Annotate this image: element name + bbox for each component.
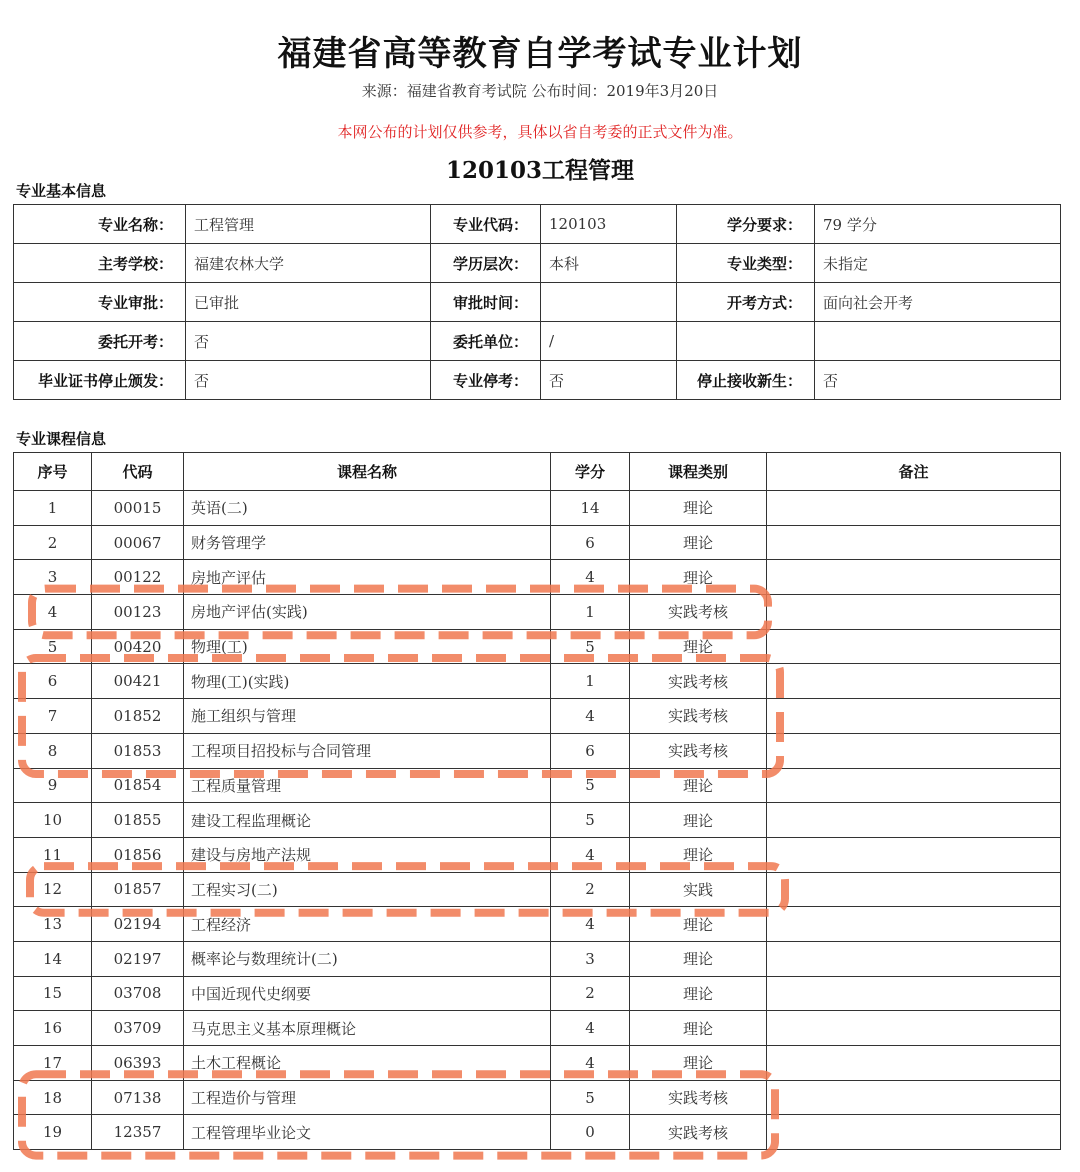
basic-info-label: 专业基本信息: [16, 182, 107, 200]
disclaimer-notice: 本网公布的计划仅供参考，具体以省自考委的正式文件为准。: [337, 123, 743, 141]
table-cell: 施工组织与管理: [184, 699, 551, 734]
table-cell: 5: [551, 768, 630, 803]
table-row: [14, 595, 1061, 630]
page-title: 福建省高等教育自学考试专业计划: [277, 34, 803, 74]
table-cell: [767, 560, 1061, 595]
info-value: 未指定: [815, 244, 1061, 283]
table-cell: [767, 595, 1061, 630]
table-cell: 03708: [92, 976, 184, 1011]
table-cell: 3: [551, 941, 630, 976]
column-header: 课程类别: [630, 453, 767, 491]
table-cell: 14: [14, 941, 92, 976]
table-row: [14, 1080, 1061, 1115]
table-cell: [767, 1046, 1061, 1081]
table-cell: 6: [551, 525, 630, 560]
table-cell: 6: [551, 733, 630, 768]
table-cell: 01853: [92, 733, 184, 768]
table-cell: 01854: [92, 768, 184, 803]
table-cell: 14: [551, 491, 630, 526]
table-row: [14, 733, 1061, 768]
table-cell: 00123: [92, 595, 184, 630]
table-row: [14, 699, 1061, 734]
table-cell: 工程管理毕业论文: [184, 1115, 551, 1150]
table-cell: 06393: [92, 1046, 184, 1081]
info-key: [677, 322, 815, 361]
info-row: [14, 283, 1061, 322]
table-cell: 2: [551, 872, 630, 907]
table-row: [14, 768, 1061, 803]
info-value: 否: [541, 361, 677, 400]
info-value: 79 学分: [815, 205, 1061, 244]
table-cell: 物理(工)(实践): [184, 664, 551, 699]
table-cell: 02194: [92, 907, 184, 942]
basic-info-table: [13, 204, 1061, 400]
info-key: 专业停考：: [431, 361, 541, 400]
table-cell: 17: [14, 1046, 92, 1081]
table-cell: [767, 768, 1061, 803]
table-cell: 理论: [630, 1011, 767, 1046]
table-cell: 建设工程监理概论: [184, 803, 551, 838]
table-cell: 00122: [92, 560, 184, 595]
table-cell: 马克思主义基本原理概论: [184, 1011, 551, 1046]
table-cell: 实践考核: [630, 1115, 767, 1150]
table-cell: [767, 525, 1061, 560]
table-cell: 理论: [630, 629, 767, 664]
table-cell: 理论: [630, 837, 767, 872]
table-row: [14, 907, 1061, 942]
table-cell: 00015: [92, 491, 184, 526]
table-cell: 工程项目招投标与合同管理: [184, 733, 551, 768]
info-value: 已审批: [186, 283, 431, 322]
table-cell: 理论: [630, 803, 767, 838]
table-cell: 实践考核: [630, 1080, 767, 1115]
info-value: 本科: [541, 244, 677, 283]
table-cell: 英语(二): [184, 491, 551, 526]
table-cell: 4: [551, 837, 630, 872]
table-cell: [767, 907, 1061, 942]
info-value: [815, 322, 1061, 361]
table-cell: 4: [551, 1046, 630, 1081]
table-cell: [767, 803, 1061, 838]
table-cell: 财务管理学: [184, 525, 551, 560]
table-row: [14, 941, 1061, 976]
table-cell: 理论: [630, 525, 767, 560]
table-cell: 4: [551, 699, 630, 734]
table-cell: [767, 872, 1061, 907]
table-row: [14, 525, 1061, 560]
table-row: [14, 629, 1061, 664]
info-key: 委托开考：: [14, 322, 186, 361]
table-cell: 00067: [92, 525, 184, 560]
table-cell: 工程实习(二): [184, 872, 551, 907]
info-key: 毕业证书停止颁发：: [14, 361, 186, 400]
major-heading: 120103工程管理: [445, 157, 635, 184]
table-cell: 5: [551, 1080, 630, 1115]
info-key: 学历层次：: [431, 244, 541, 283]
table-cell: [767, 837, 1061, 872]
table-cell: 1: [14, 491, 92, 526]
table-cell: 01856: [92, 837, 184, 872]
table-cell: 5: [14, 629, 92, 664]
info-key: 停止接收新生：: [677, 361, 815, 400]
table-cell: 02197: [92, 941, 184, 976]
table-cell: 00420: [92, 629, 184, 664]
table-cell: 4: [551, 907, 630, 942]
table-cell: 3: [14, 560, 92, 595]
table-cell: 实践: [630, 872, 767, 907]
table-cell: 8: [14, 733, 92, 768]
table-cell: [767, 1115, 1061, 1150]
table-cell: 4: [551, 1011, 630, 1046]
column-header: 代码: [92, 453, 184, 491]
table-cell: 工程经济: [184, 907, 551, 942]
info-key: 专业代码：: [431, 205, 541, 244]
table-cell: 理论: [630, 768, 767, 803]
course-table: [13, 452, 1061, 1150]
table-cell: 12: [14, 872, 92, 907]
table-cell: [767, 733, 1061, 768]
info-row: [14, 244, 1061, 283]
table-cell: 1: [551, 595, 630, 630]
table-cell: 土木工程概论: [184, 1046, 551, 1081]
table-cell: 房地产评估(实践): [184, 595, 551, 630]
table-cell: [767, 629, 1061, 664]
table-cell: 9: [14, 768, 92, 803]
info-value: 面向社会开考: [815, 283, 1061, 322]
table-cell: 概率论与数理统计(二): [184, 941, 551, 976]
table-cell: 01852: [92, 699, 184, 734]
table-cell: 18: [14, 1080, 92, 1115]
info-key: 专业名称：: [14, 205, 186, 244]
table-cell: [767, 1080, 1061, 1115]
table-row: [14, 976, 1061, 1011]
info-key: 审批时间：: [431, 283, 541, 322]
info-value: 否: [186, 322, 431, 361]
info-value: 120103: [541, 205, 677, 244]
table-cell: 理论: [630, 560, 767, 595]
column-header: 序号: [14, 453, 92, 491]
info-key: 主考学校：: [14, 244, 186, 283]
table-cell: 1: [551, 664, 630, 699]
table-row: [14, 837, 1061, 872]
table-cell: 2: [14, 525, 92, 560]
info-value: 工程管理: [186, 205, 431, 244]
table-cell: 理论: [630, 907, 767, 942]
info-row: [14, 322, 1061, 361]
table-cell: 07138: [92, 1080, 184, 1115]
table-cell: 4: [551, 560, 630, 595]
table-row: [14, 491, 1061, 526]
table-cell: 11: [14, 837, 92, 872]
table-cell: 实践考核: [630, 733, 767, 768]
table-cell: [767, 699, 1061, 734]
info-key: 专业类型：: [677, 244, 815, 283]
info-value: /: [541, 322, 677, 361]
table-cell: 7: [14, 699, 92, 734]
table-cell: [767, 1011, 1061, 1046]
table-cell: 00421: [92, 664, 184, 699]
table-row: [14, 1115, 1061, 1150]
table-cell: 15: [14, 976, 92, 1011]
table-cell: 6: [14, 664, 92, 699]
table-cell: 01857: [92, 872, 184, 907]
table-cell: 12357: [92, 1115, 184, 1150]
table-row: [14, 803, 1061, 838]
table-cell: 0: [551, 1115, 630, 1150]
table-row: [14, 560, 1061, 595]
table-cell: 房地产评估: [184, 560, 551, 595]
table-cell: 理论: [630, 491, 767, 526]
table-cell: 实践考核: [630, 664, 767, 699]
info-key: 委托单位：: [431, 322, 541, 361]
course-header-row: [14, 453, 1061, 491]
table-cell: 13: [14, 907, 92, 942]
table-cell: 2: [551, 976, 630, 1011]
info-key: 学分要求：: [677, 205, 815, 244]
table-cell: 03709: [92, 1011, 184, 1046]
table-cell: 5: [551, 629, 630, 664]
table-cell: 建设与房地产法规: [184, 837, 551, 872]
table-cell: 理论: [630, 1046, 767, 1081]
course-info-label: 专业课程信息: [16, 430, 107, 448]
table-row: [14, 1046, 1061, 1081]
column-header: 备注: [767, 453, 1061, 491]
table-cell: 工程造价与管理: [184, 1080, 551, 1115]
info-key: 开考方式：: [677, 283, 815, 322]
source-line: 来源：福建省教育考试院 公布时间：2019年3月20日: [361, 82, 719, 100]
info-key: 专业审批：: [14, 283, 186, 322]
info-row: [14, 205, 1061, 244]
table-cell: 实践考核: [630, 699, 767, 734]
table-cell: [767, 941, 1061, 976]
info-value: 否: [186, 361, 431, 400]
table-cell: 工程质量管理: [184, 768, 551, 803]
info-value: [541, 283, 677, 322]
info-row: [14, 361, 1061, 400]
table-cell: [767, 664, 1061, 699]
table-cell: 理论: [630, 941, 767, 976]
column-header: 学分: [551, 453, 630, 491]
table-cell: 物理(工): [184, 629, 551, 664]
table-row: [14, 1011, 1061, 1046]
table-cell: 19: [14, 1115, 92, 1150]
table-cell: 16: [14, 1011, 92, 1046]
info-value: 福建农林大学: [186, 244, 431, 283]
table-cell: 5: [551, 803, 630, 838]
table-cell: 4: [14, 595, 92, 630]
table-cell: 10: [14, 803, 92, 838]
table-cell: 理论: [630, 976, 767, 1011]
info-value: 否: [815, 361, 1061, 400]
table-cell: [767, 976, 1061, 1011]
column-header: 课程名称: [184, 453, 551, 491]
table-row: [14, 872, 1061, 907]
table-row: [14, 664, 1061, 699]
table-cell: 01855: [92, 803, 184, 838]
table-cell: 实践考核: [630, 595, 767, 630]
table-cell: [767, 491, 1061, 526]
table-cell: 中国近现代史纲要: [184, 976, 551, 1011]
